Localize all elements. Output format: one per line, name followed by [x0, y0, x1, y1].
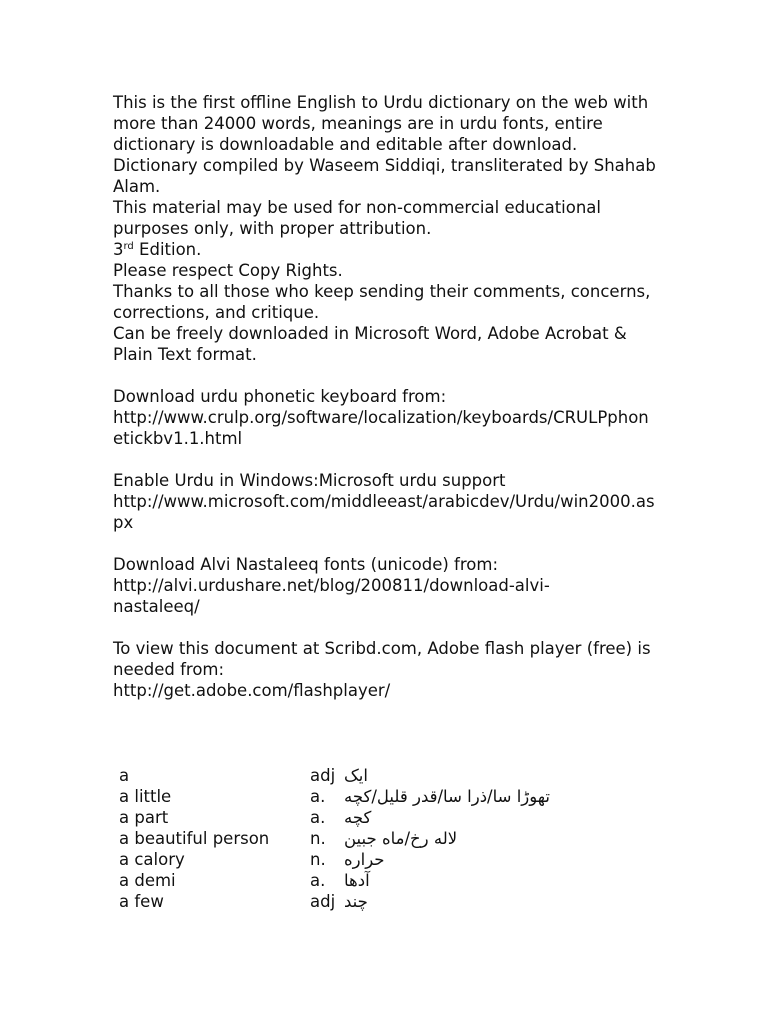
entry-urdu: چند — [344, 892, 368, 911]
keyboard-section — [113, 386, 658, 449]
entry-urdu: کچه — [344, 808, 372, 827]
dictionary-entry — [119, 787, 659, 808]
dictionary-entry — [119, 871, 659, 892]
edition-word: Edition. — [133, 240, 202, 259]
dictionary-entry — [119, 829, 659, 850]
dictionary-table — [119, 766, 659, 913]
scribd-section — [113, 638, 658, 701]
copyright-notice: Please respect Copy Rights. — [113, 261, 343, 280]
document-page — [113, 92, 658, 701]
keyboard-label: Download urdu phonetic keyboard from: — [113, 387, 447, 406]
edition-line — [113, 239, 658, 260]
entry-pos: a. — [310, 808, 326, 827]
entry-word: a beautiful person — [119, 829, 270, 848]
edition-suffix: rd — [123, 241, 134, 252]
compiler-credit: Dictionary compiled by Waseem Siddiqi, transliterated by Shahab Alam. — [113, 156, 656, 196]
entry-urdu: ایک — [344, 766, 368, 785]
entry-pos: n. — [310, 829, 326, 848]
windows-link[interactable]: http://www.microsoft.com/middleeast/arabicdev/Urdu/win2000.aspx — [113, 492, 655, 532]
windows-label: Enable Urdu in Windows:Microsoft urdu support — [113, 471, 506, 490]
entry-pos: n. — [310, 850, 326, 869]
entry-word: a little — [119, 787, 172, 806]
edition-number: 3 — [113, 240, 124, 259]
dictionary-entry — [119, 766, 659, 787]
entry-word: a demi — [119, 871, 176, 890]
intro-text: This is the first offline English to Urdu dictionary on the web with more than 24000 words, meanings are in urdu fonts, entire dictionary is downloadable and editable after download. — [113, 93, 649, 154]
formats-text: Can be freely downloaded in Microsoft Word, Adobe Acrobat & Plain Text format. — [113, 324, 627, 364]
entry-pos: adj — [310, 892, 336, 911]
windows-section — [113, 470, 658, 533]
entry-word: a part — [119, 808, 169, 827]
flash-link[interactable]: http://get.adobe.com/flashplayer/ — [113, 681, 391, 700]
intro-section — [113, 92, 658, 365]
fonts-link[interactable]: http://alvi.urdushare.net/blog/200811/download-alvi- nastaleeq/ — [113, 576, 550, 616]
entry-urdu: لاله رخ/ماه جبین — [344, 829, 458, 848]
thanks-text: Thanks to all those who keep sending their comments, concerns, corrections, and critique. — [113, 282, 651, 322]
dictionary-entry — [119, 808, 659, 829]
entry-pos: adj — [310, 766, 336, 785]
entry-word: a few — [119, 892, 164, 911]
keyboard-link[interactable]: http://www.crulp.org/software/localization/keyboards/CRULPphonetickbv1.1.html — [113, 408, 649, 448]
entry-urdu: آدها — [344, 871, 370, 890]
dictionary-entry — [119, 892, 659, 913]
entry-pos: a. — [310, 871, 326, 890]
scribd-label: To view this document at Scribd.com, Adobe flash player (free) is needed from: — [113, 639, 651, 679]
entry-word: a — [119, 766, 130, 785]
entry-pos: a. — [310, 787, 326, 806]
fonts-label: Download Alvi Nastaleeq fonts (unicode) from: — [113, 555, 499, 574]
fonts-section — [113, 554, 658, 617]
entry-urdu: تهوڑا سا/ذرا سا/قدر قلیل/کچه — [344, 787, 550, 806]
entry-word: a calory — [119, 850, 185, 869]
entry-urdu: حراره — [344, 850, 385, 869]
usage-notice: This material may be used for non-commercial educational purposes only, with proper attribution. — [113, 198, 602, 238]
dictionary-entry — [119, 850, 659, 871]
